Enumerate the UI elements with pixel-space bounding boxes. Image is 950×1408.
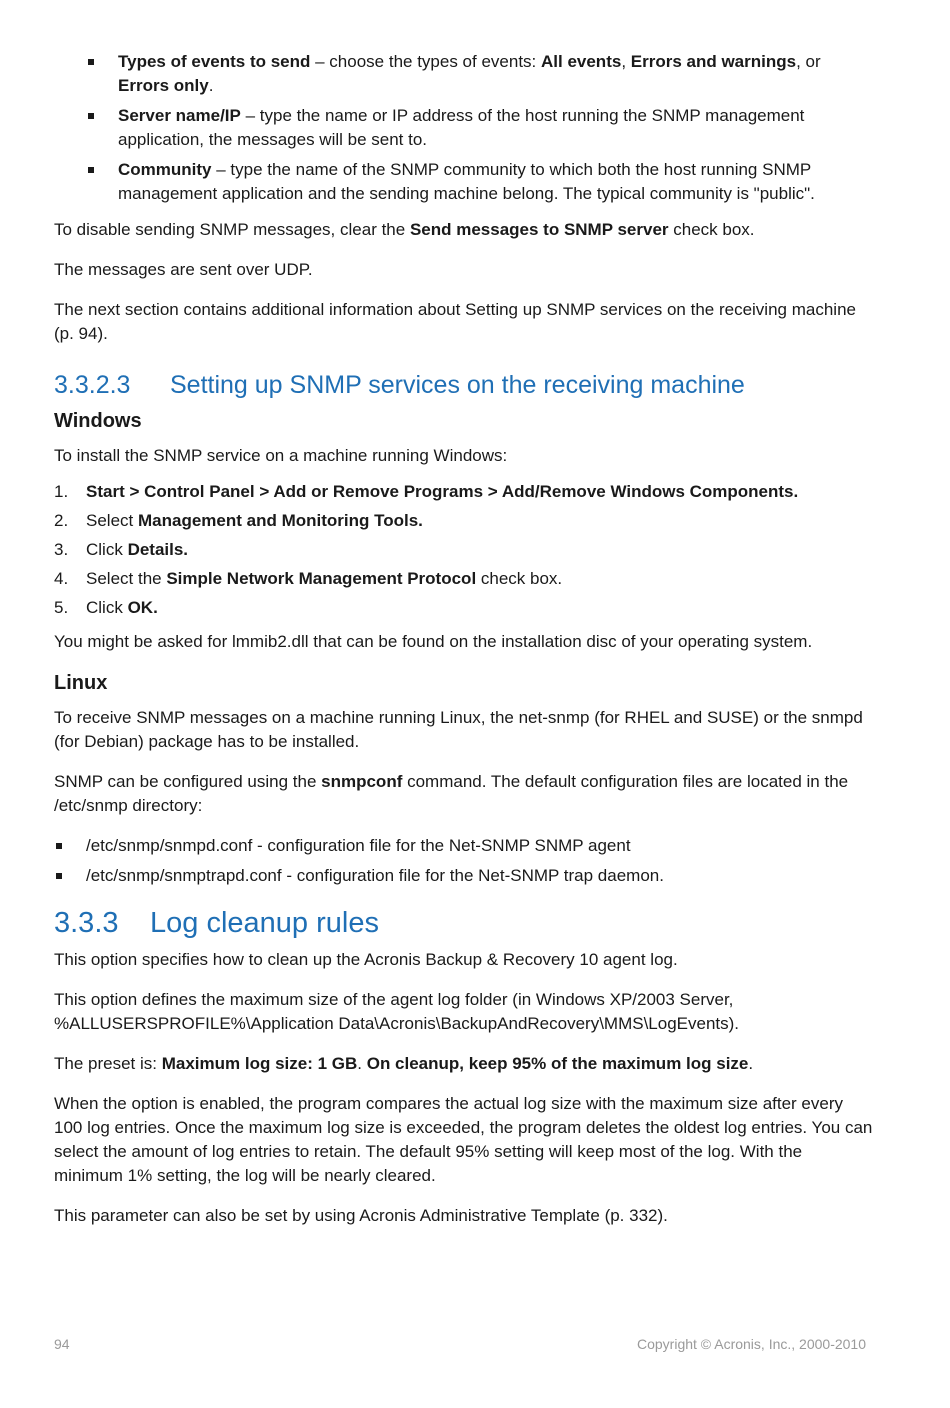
page-body	[54, 50, 874, 1244]
paragraph	[54, 770, 874, 818]
paragraph	[54, 706, 874, 754]
log-cleanup-paragraphs	[54, 948, 874, 1228]
paragraph	[54, 1092, 874, 1188]
bold-text: On cleanup, keep 95% of the maximum log size	[366, 1054, 749, 1073]
text-run: This parameter can also be set by using Acronis Administrative Template (p. 332).	[54, 1206, 668, 1225]
bold-text: Start > Control Panel > Add or Remove Programs > Add/Remove Windows Components.	[86, 482, 799, 501]
bullet-item	[54, 864, 874, 888]
step-item	[54, 596, 874, 620]
text-run: This option specifies how to clean up the Acronis Backup & Recovery 10 agent log.	[54, 950, 678, 969]
step-number: 1.	[54, 482, 69, 501]
bold-text: Errors only	[118, 76, 209, 95]
linux-heading: Linux	[54, 672, 108, 694]
text-run: Click	[86, 540, 128, 559]
step-number: 4.	[54, 569, 69, 588]
text-run: Click	[86, 598, 128, 617]
text-run: .	[208, 76, 214, 95]
bold-text: OK.	[127, 598, 158, 617]
paragraph	[54, 298, 874, 346]
step-item	[54, 509, 874, 533]
step-item	[54, 538, 874, 562]
bold-text: Community	[118, 160, 212, 179]
text-run: .	[748, 1054, 754, 1073]
text-run: check box.	[668, 220, 755, 239]
bold-text: Maximum log size: 1 GB	[161, 1054, 358, 1073]
text-run: This option defines the maximum size of the agent log folder (in Windows XP/2003 Server, %ALLUSERSPROFILE%\Application Data\Acronis\BackupAndRecovery\MMS\LogEvents).	[54, 990, 740, 1033]
bold-text: Simple Network Management Protocol	[166, 569, 477, 588]
text-run: SNMP can be configured using the	[54, 772, 322, 791]
bold-text: Management and Monitoring Tools.	[137, 511, 423, 530]
text-run: ,	[621, 52, 631, 71]
text-run: Select the	[86, 569, 167, 588]
paragraph	[54, 988, 874, 1036]
bold-text: Send messages to SNMP server	[409, 220, 669, 239]
step-number: 2.	[54, 511, 69, 530]
text-run: /etc/snmp/snmpd.conf - configuration file for the Net-SNMP SNMP agent	[86, 836, 631, 855]
section-heading-3-3-2-3	[54, 370, 874, 400]
text-run: /etc/snmp/snmptrapd.conf - configuration file for the Net-SNMP trap daemon.	[86, 866, 664, 885]
copyright-notice: Copyright © Acronis, Inc., 2000-2010	[637, 1336, 866, 1352]
paragraph	[54, 948, 874, 972]
paragraph	[54, 258, 874, 282]
text-run: The preset is:	[54, 1054, 162, 1073]
windows-intro: To install the SNMP service on a machine running Windows:	[54, 446, 508, 465]
linux-paragraphs	[54, 706, 874, 818]
paragraph	[54, 1204, 874, 1228]
bullet-item	[54, 50, 874, 98]
text-run: Select	[86, 511, 138, 530]
windows-steps-list	[54, 480, 874, 620]
step-number: 5.	[54, 598, 69, 617]
section-title: Setting up SNMP services on the receiving machine	[170, 371, 745, 399]
text-run: – choose the types of events:	[310, 52, 541, 71]
bold-text: Server name/IP	[118, 106, 241, 125]
step-item	[54, 480, 874, 504]
text-run: The next section contains additional information about Setting up SNMP services on the receiving machine (p. 94).	[54, 300, 856, 343]
bold-text: Errors and warnings	[630, 52, 797, 71]
bold-text: All events	[541, 52, 622, 71]
text-run: , or	[796, 52, 821, 71]
bold-text: Types of events to send	[118, 52, 311, 71]
bullet-item	[54, 834, 874, 858]
section-number: 3.3.3	[54, 907, 119, 939]
text-run: .	[357, 1054, 367, 1073]
windows-note: You might be asked for lmmib2.dll that can be found on the installation disc of your operating system.	[54, 632, 813, 651]
paragraph	[54, 218, 874, 242]
bold-text: Details.	[127, 540, 189, 559]
step-item	[54, 567, 874, 591]
text-run: check box.	[476, 569, 563, 588]
section-heading-3-3-3	[54, 906, 874, 940]
paragraph	[54, 1052, 874, 1076]
snmp-notes	[54, 218, 874, 346]
section-number: 3.3.2.3	[54, 371, 131, 399]
linux-config-files-list	[54, 834, 874, 888]
text-run: To receive SNMP messages on a machine running Linux, the net-snmp (for RHEL and SUSE) or the snmpd (for Debian) package has to be installed.	[54, 708, 863, 751]
bullet-item	[54, 158, 874, 206]
text-run: The messages are sent over UDP.	[54, 260, 313, 279]
text-run: command. The default configuration files are located in the /etc/snmp directory:	[54, 772, 849, 815]
text-run: – type the name of the SNMP community to which both the host running SNMP management application and the sending machine belong. The typical community is "public".	[118, 160, 815, 203]
windows-heading: Windows	[54, 410, 142, 432]
bold-text: snmpconf	[321, 772, 403, 791]
event-options-list	[54, 50, 874, 206]
bullet-item	[54, 104, 874, 152]
text-run: To disable sending SNMP messages, clear the	[54, 220, 410, 239]
page-number: 94	[54, 1336, 70, 1352]
text-run: When the option is enabled, the program compares the actual log size with the maximum size after every 100 log entries. Once the maximum log size is exceeded, the program deletes the oldest log entries. You can select the amount of log entries to retain. The default 95% setting will keep most of the log. With the minimum 1% setting, the log will be nearly cleared.	[54, 1094, 873, 1185]
section-title: Log cleanup rules	[150, 907, 379, 939]
text-run: – type the name or IP address of the host running the SNMP management application, the messages will be sent to.	[118, 106, 805, 149]
step-number: 3.	[54, 540, 69, 559]
